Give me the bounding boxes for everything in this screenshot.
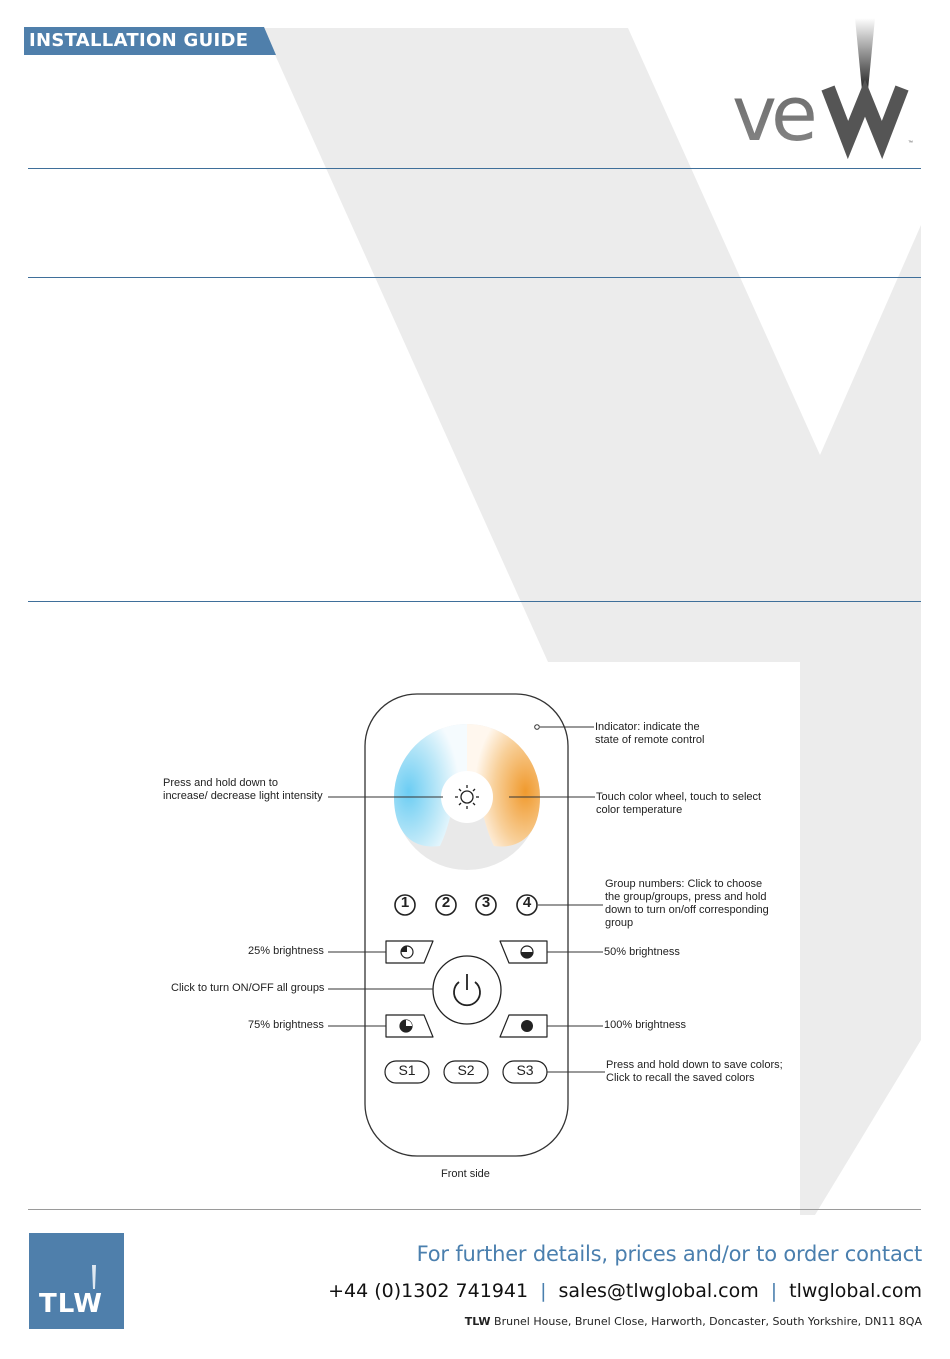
tlw-logo: TLW (29, 1233, 124, 1329)
website-link[interactable]: tlwglobal.com (789, 1280, 922, 1302)
footer-tagline: For further details, prices and/or to order contact (416, 1242, 922, 1266)
annotation-group-numbers: Group numbers: Click to choose the group/groups, press and hold down to turn on/off corresponding group (605, 878, 769, 929)
annotation-100: 100% brightness (604, 1019, 686, 1031)
annotation-brightness-adjust: Press and hold down to increase/ decrease light intensity (163, 777, 323, 802)
group-label-1: 1 (400, 894, 410, 911)
group-label-2: 2 (441, 894, 451, 911)
group-label-4: 4 (522, 894, 532, 911)
svg-text:™: ™ (908, 140, 913, 146)
brightness-25-icon (401, 946, 413, 958)
email-link[interactable]: sales@tlwglobal.com (558, 1280, 759, 1302)
annotation-indicator: Indicator: indicate the state of remote control (595, 721, 705, 746)
diagram-caption: Front side (441, 1168, 490, 1180)
logo-text: ve (732, 69, 812, 158)
annotation-50: 50% brightness (604, 946, 680, 958)
annotation-power: Click to turn ON/OFF all groups (171, 982, 325, 994)
annotation-75: 75% brightness (248, 1019, 324, 1031)
phone-number[interactable]: +44 (0)1302 741941 (328, 1280, 529, 1302)
brightness-50-icon (521, 946, 533, 958)
brightness-100-icon (521, 1020, 533, 1032)
annotation-color-wheel: Touch color wheel, touch to select color temperature (596, 791, 762, 816)
scene-label-s2: S2 (457, 1062, 475, 1078)
company-address: TLW Brunel House, Brunel Close, Harworth, Doncaster, South Yorkshire, DN11 8QA (464, 1315, 922, 1328)
scene-label-s1: S1 (398, 1062, 416, 1078)
contact-line: +44 (0)1302 741941 | sales@tlwglobal.com | tlwglobal.com (328, 1280, 922, 1302)
header-title: INSTALLATION GUIDE (29, 30, 249, 51)
scene-label-s3: S3 (516, 1062, 534, 1078)
brightness-75-icon (400, 1020, 412, 1032)
group-label-3: 3 (481, 894, 491, 911)
annotation-25: 25% brightness (248, 945, 324, 957)
annotation-scenes: Press and hold down to save colors; Click to recall the saved colors (606, 1059, 783, 1084)
